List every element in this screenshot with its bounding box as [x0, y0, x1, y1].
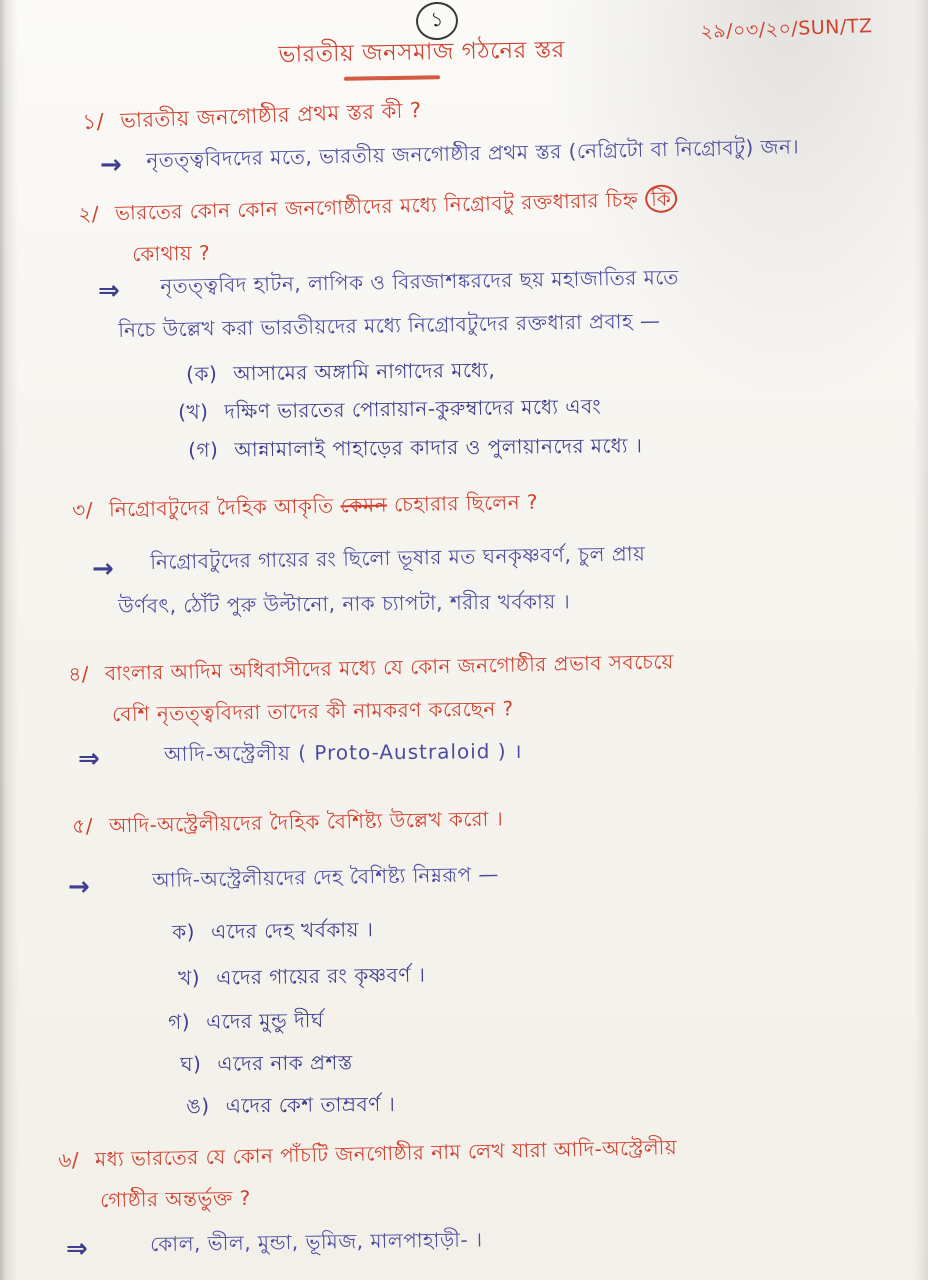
answer-arrow-icon: ⇒ [66, 1234, 88, 1264]
line-text: এদের কেশ তাম্রবর্ণ । [225, 1091, 396, 1118]
line-text: আন্নামালাই পাহাড়ের কাদার ও পুলায়ানদের মধ্যে । [234, 433, 643, 462]
answer-arrow-icon: → [68, 872, 90, 902]
line-text: আদি-অস্ট্রেলীয়দের দেহ বৈশিষ্ট্য নিম্নরূপ — [152, 861, 500, 892]
answer-line [118, 587, 570, 625]
list-item-marker: (খ) [178, 399, 209, 424]
question-number: ১/ [82, 109, 105, 134]
question-line [132, 239, 210, 273]
line-text: নিগ্রোবটুদের গায়ের রং ছিলো ভূষার মত ঘনকৃষ্ণবর্ণ, চুল প্রায় [150, 541, 646, 574]
answer-line [66, 1234, 104, 1264]
line-text: ভারতের কোন কোন জনগোষ্ঠীদের মধ্যে নিগ্রোবটু রক্তধারার চিহ্ন কি [115, 184, 678, 225]
list-item-line [178, 961, 426, 997]
list-item-line [168, 1006, 324, 1041]
line-text: এদের মুন্ডু দীর্ঘ [205, 1007, 324, 1034]
line-text: নৃতত্ত্ববিদ হাটন, লাপিক ও বিরজাশঙ্করদের ছয় মহাজাতির মতে [160, 264, 679, 298]
list-item-marker: ঙ) [186, 1093, 210, 1118]
line-text: আদি-অস্ট্রেলীয় ( Proto-Australoid ) । [164, 738, 523, 766]
line-text: নৃতত্ত্ববিদদের মতে, ভারতীয় জনগোষ্ঠীর প্রথম স্তর (নেগ্রিটো বা নিগ্রোবটু) জন। [146, 134, 800, 172]
answer-arrow-icon: → [100, 150, 122, 180]
list-item-line [180, 1048, 353, 1083]
line-text: মধ্য ভারতের যে কোন পাঁচটি জনগোষ্ঠীর নাম লেখ যারা আদি-অস্ট্রেলীয় [94, 1135, 678, 1172]
question-line [78, 184, 678, 233]
list-item-marker: (গ) [188, 437, 219, 462]
question-line [100, 1184, 251, 1219]
question-number: ২/ [78, 201, 100, 226]
list-item-marker: গ) [168, 1009, 191, 1034]
question-number: ৪/ [68, 661, 90, 686]
answer-line [164, 737, 523, 773]
page-number: ১ [429, 6, 445, 31]
answer-line [152, 860, 499, 899]
line-text: কোল, ভীল, মুন্ডা, ভূমিজ, মালপাহাড়ী- । [150, 1227, 483, 1256]
question-line [58, 1133, 678, 1179]
question-number: ৬/ [58, 1147, 80, 1172]
list-item-marker: (ক) [186, 361, 218, 386]
answer-line [160, 263, 679, 305]
list-item-line [186, 356, 496, 393]
answer-line [150, 539, 646, 581]
line-text: এদের গায়ের রং কৃষ্ণবর্ণ । [215, 962, 426, 990]
date-stamp: ২৯/০৩/২০/SUN/TZ [700, 14, 873, 43]
list-item-marker: ক) [172, 919, 196, 944]
line-text: বেশি নৃতত্ত্ববিদরা তাদের কী নামকরণ করেছেন ? [112, 696, 514, 726]
line-text: দক্ষিণ ভারতের পোরায়ান-কুরুম্বাদের মধ্যে এবং [224, 394, 602, 424]
line-text: এদের নাক প্রশস্ত [217, 1050, 353, 1076]
answer-line [118, 307, 661, 349]
title-underline [344, 75, 440, 81]
note-title: ভারতীয় জনসমাজ গঠনের স্তর [278, 36, 565, 68]
question-line [68, 647, 674, 693]
answer-line [146, 132, 799, 179]
list-item-marker: ঘ) [180, 1051, 202, 1076]
line-text: নিচে উল্লেখ করা ভারতীয়দের মধ্যে নিগ্রোবটুদের রক্তধারা প্রবাহ — [118, 308, 661, 342]
list-item-marker: খ) [178, 965, 201, 990]
list-item-line [188, 431, 643, 469]
list-item-line [172, 915, 374, 951]
answer-arrow-icon: ⇒ [98, 276, 120, 306]
line-text: এদের দেহ খর্বকায় । [210, 917, 374, 944]
question-line [112, 694, 514, 733]
circled-word: কি [645, 184, 678, 213]
answer-arrow-icon: → [92, 554, 114, 584]
struck-word: কেমন [340, 492, 388, 518]
line-text: গোষ্ঠীর অন্তর্ভুক্ত ? [100, 1185, 251, 1212]
answer-line [100, 150, 138, 180]
answer-line [92, 554, 130, 584]
list-item-line [186, 1090, 396, 1125]
answer-line [78, 744, 116, 774]
line-text: আদি-অস্ট্রেলীয়দের দৈহিক বৈশিষ্ট্য উল্লেখ করো । [108, 806, 504, 838]
line-text: বাংলার আদিম অধিবাসীদের মধ্যে যে কোন জনগোষ্ঠীর প্রভাব সবচেয়ে [104, 649, 674, 686]
line-text: কোথায় ? [132, 240, 211, 266]
answer-line [150, 1225, 483, 1263]
line-text: আসামের অঙ্গামি নাগাদের মধ্যে, [233, 357, 496, 386]
question-line [72, 488, 538, 529]
line-text: উর্ণবৎ, ঠোঁট পুরু উল্টানো, নাক চ্যাপটা, শরীর খর্বকায় । [118, 589, 571, 618]
answer-line [68, 872, 106, 902]
question-line [72, 804, 504, 845]
line-text: নিগ্রোবটুদের দৈহিক আকৃতি কেমন চেহারার ছিলেন ? [108, 489, 539, 522]
question-line [82, 94, 422, 141]
list-item-line [178, 392, 601, 431]
line-text: ভারতীয় জনগোষ্ঠীর প্রথম স্তর কী ? [119, 98, 423, 133]
answer-arrow-icon: ⇒ [78, 744, 100, 774]
question-number: ৩/ [72, 497, 94, 522]
answer-line [98, 276, 136, 306]
question-number: ৫/ [72, 813, 94, 838]
